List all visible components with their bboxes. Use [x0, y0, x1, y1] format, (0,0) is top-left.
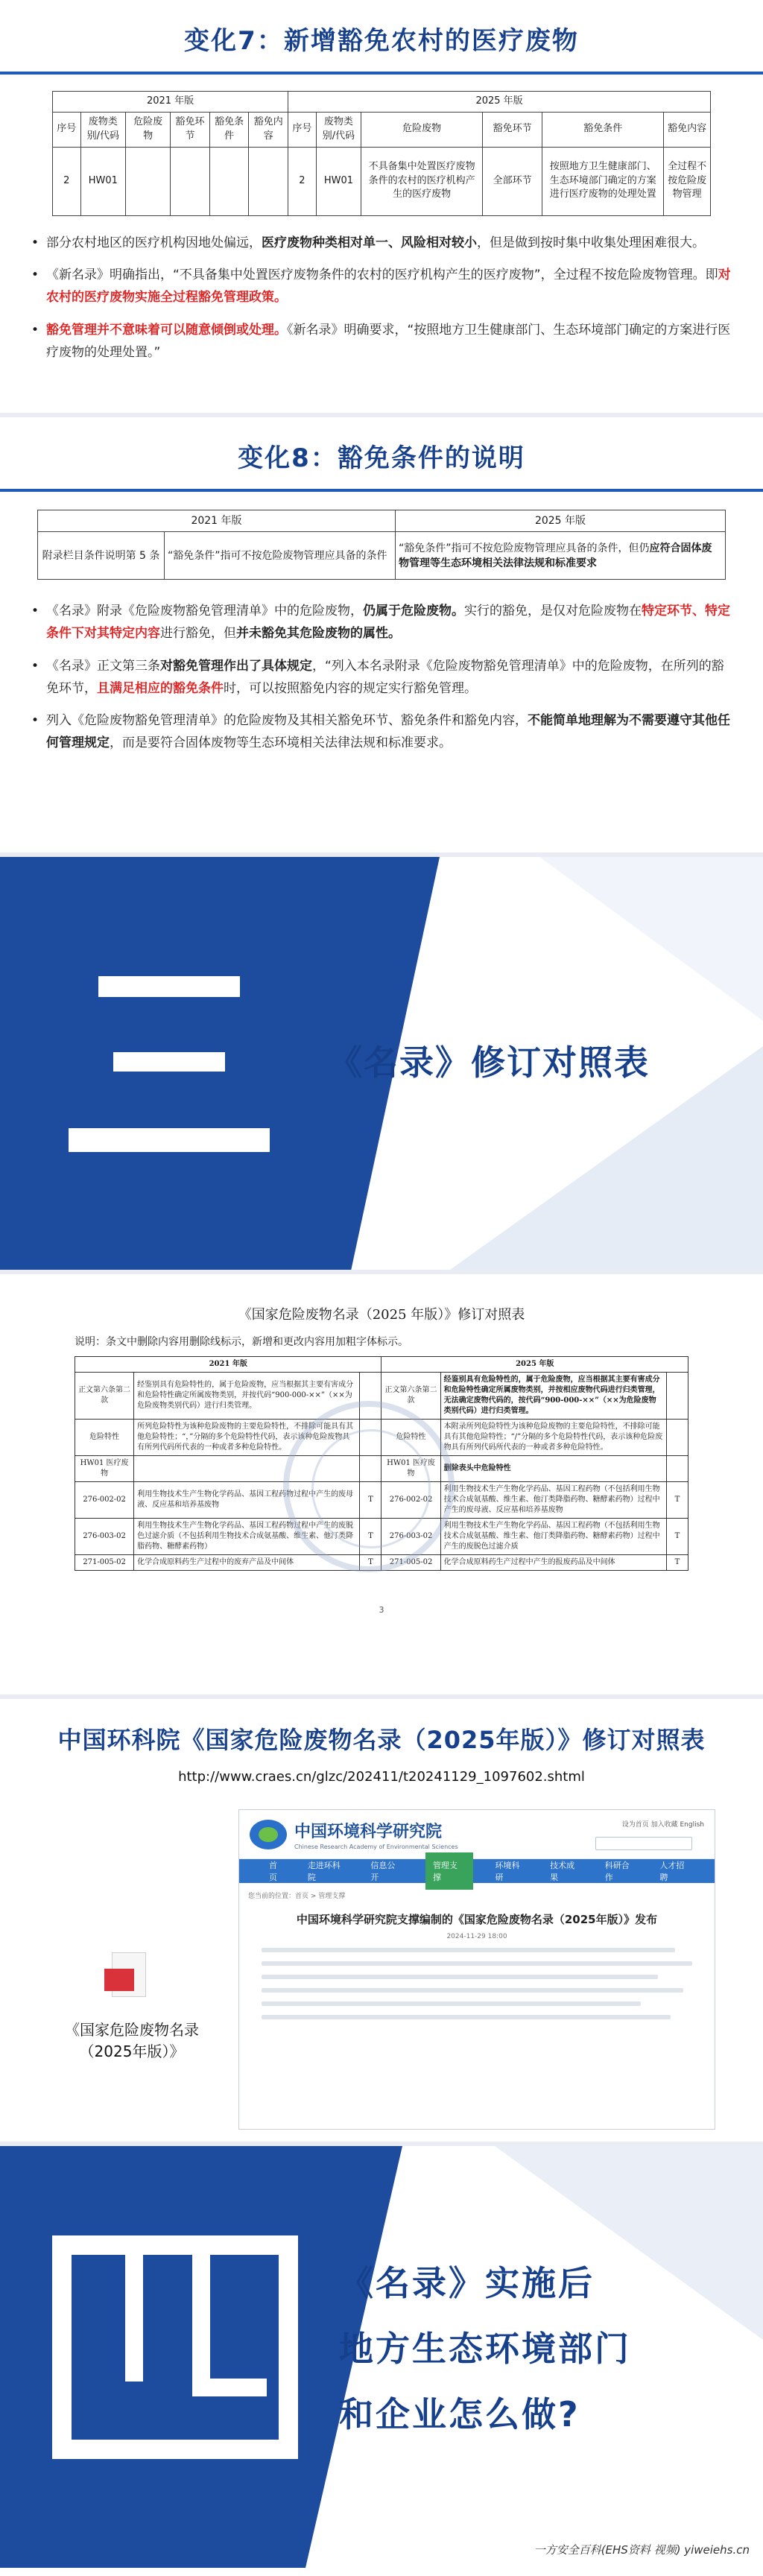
- table-row: 276-003-02 利用生物技术生产生物化学药品、基因工程药物过程中产生的废脱色过滤介质（不包括利用生物技术合成氨基酸、维生素、他汀类降脂药物、糖酵素药物） T 276-003-02 利用生物技术生产生物化学药品、基因工程药物（不包括利用生物技术合成氨基酸、维生素、他汀类降脂药物、糖酵素药物）过程中产生的废脱色过滤介质 T: [75, 1519, 688, 1555]
- table-row: 正文第六条第二款 经鉴别具有危险特性的，属于危险废物，应当根据其主要有害成分和危险特性确定所属废物类别，并按代码“900-000-××”（××为危险废物类别代码）进行归类管理。 正文第六条第二款 经鉴别具有危险特性的，属于危险废物，应当根据其主要有害成分和危险特性确定所属废物类别，并按相应废物代码进行归类管理，无法确定废物代码的，按代码“900-000-××”（××为危险废物类别代码）进行归类管理。: [75, 1373, 688, 1420]
- table-header-row: 序号 废物类别/代码 危险废物 豁免环节 豁免条件 豁免内容 序号 废物类别/代码 危险废物 豁免环节 豁免条件 豁免内容: [53, 112, 711, 147]
- watermark-seal: [283, 1401, 455, 1572]
- nav-item-active[interactable]: 管理支撑: [425, 1852, 473, 1890]
- year-old-header: 2021 年版: [53, 92, 288, 113]
- nav-item[interactable]: 信息公开: [370, 1861, 396, 1882]
- site-logo-icon: [250, 1820, 287, 1849]
- table-row: 2 HW01 2 HW01 不具备集中处置医疗废物条件的农村的医疗机构产生的医疗废物 全部环节 按照地方卫生健康部门、生态环境部门确定的方案进行医疗废物的处理处置 全过程不按危险废物管理: [53, 147, 711, 215]
- table-row: 危险特性 所列危险特性为该种危险废物的主要危险特性，不排除可能具有其他危险特性；“，”分隔的多个危险特性代码，表示该种危险废物具有所列代码所代表的一种或者多种危险特性。 危险特性 本附录所列危险特性为该种危险废物的主要危险特性，不排除可能具有其他危险特性；“/”分隔的多个危险特性代码，表示该种危险废物具有所列代码所代表的一种或者多种危险特性。: [75, 1420, 688, 1456]
- nav-item[interactable]: 人才招聘: [659, 1861, 685, 1882]
- numeral-three-icon: [69, 969, 270, 1162]
- nav-item[interactable]: 环境科研: [495, 1861, 520, 1882]
- numeral-four-icon: [52, 2235, 298, 2459]
- site-header: [239, 1810, 715, 1859]
- website-reference-slide: [0, 1699, 763, 2146]
- site-nav: [239, 1859, 715, 1883]
- article-meta: 2024-11-29 18:00: [446, 1932, 507, 1940]
- site-search-input[interactable]: [595, 1837, 692, 1850]
- pdf-file-icon[interactable]: [104, 1952, 148, 2006]
- bullet-list: [0, 601, 763, 755]
- section-divider-three: [0, 857, 763, 1274]
- nav-item[interactable]: 首页: [269, 1861, 277, 1882]
- table-row: 271-005-02 化学合成原料药生产过程中的废弃产品及中间体 T 271-005-02 化学合成原料药生产过程中产生的报废药品及中间体 T: [75, 1555, 688, 1571]
- bullet-item: • 《名录》附录《危险废物豁免管理清单》中的危险废物，仍属于危险废物。实行的豁免，是仅对危险废物在特定环节、特定条件下对其特定内容进行豁免，但并未豁免其危险废物的属性。: [30, 601, 733, 645]
- comparison-table: [52, 91, 711, 216]
- section-divider-four: [0, 2146, 763, 2568]
- breadcrumb: 您当前的位置：首页 > 管理支撑: [248, 1893, 346, 1900]
- article-title: 中国环境科学研究院支撑编制的《国家危险废物名录（2025年版）》发布: [296, 1913, 658, 1926]
- article-body-placeholder: [239, 1948, 715, 2019]
- file-caption: 《国家危险废物名录（2025年版）》: [65, 2021, 199, 2060]
- year-new-header: 2025 年版: [396, 510, 726, 532]
- footer-watermark-text: 一方安全百科(EHS资料 视频) yiweiehs.cn: [534, 2543, 750, 2557]
- source-url-link[interactable]: http://www.craes.cn/glzc/202411/t20241129_1097602.shtml: [178, 1769, 585, 1785]
- slide-title: 变化7：新增豁免农村的医疗废物: [0, 0, 763, 75]
- year-new-header: 2025 年版: [288, 92, 711, 113]
- bullet-item: • 列入《危险废物豁免管理清单》的危险废物及其相关豁免环节、豁免条件和豁免内容，不能简单地理解为不需要遵守其他任何管理规定，而是要符合固体废物等生态环境相关法律法规和标准要求。: [30, 710, 733, 755]
- bullet-item: • 《新名录》明确指出，“不具备集中处置医疗废物条件的农村的医疗机构产生的医疗废物”，全过程不按危险废物管理。即对农村的医疗废物实施全过程豁免管理政策。: [30, 265, 733, 309]
- slide-title: 变化8：豁免条件的说明: [0, 417, 763, 492]
- table-row: 附录栏目条件说明第 5 条 “豁免条件”指可不按危险废物管理应具备的条件 “豁免条件”指可不按危险废物管理应具备的条件，但仍应符合固体废物管理等生态环境相关法律法规和标准要求: [38, 532, 726, 580]
- site-top-links[interactable]: 设为首页 加入收藏 English: [621, 1821, 704, 1829]
- slide-change-7: [0, 0, 763, 417]
- comparison-table-wrap: [0, 492, 763, 587]
- nav-item[interactable]: 科研合作: [604, 1861, 630, 1882]
- site-name: 中国环境科学研究院: [294, 1822, 443, 1841]
- comparison-table: [37, 510, 726, 580]
- year-old-header: 2021 年版: [38, 510, 396, 532]
- nav-item[interactable]: 走进环科院: [307, 1861, 341, 1882]
- nav-item[interactable]: 技术成果: [550, 1861, 575, 1882]
- document-note: 说明：条文中删除内容用删除线标示，新增和更改内容用加粗字体标示。: [75, 1336, 408, 1348]
- revision-table: 2021 年版 2025 年版 正文第六条第二款 经鉴别具有危险特性的，属于危险废物，应当根据其主要有害成分和危险特性确定所属废物类别，并按代码“900-000-××”（××为危险废物类别代码）进行归类管理。 正文第六条第二款 经鉴别具有危险特性的，属于危险废物，应当根据其主要有害成分和危险特性确定所属废物类别，并按相应废物代码进行归类管理，无法确定废物代码的，按代码“900-000-××”（××为危险废物类别代码）进行归类管理。 危险特性 所列危险特性为该种危险废物的主要危险特性，不排除可能具有其他危险特性；“，”分隔的多个危险特性代码，表示该种危险废物具有所列代码所代表的一种或者多种危险特性。 危险特性 本附录所列危险特性为该种危险废物的主要危险特性，不排除可能具有其他危险特性；“/”分隔的多个危险特性代码，表示该种危险废物具有所列代码所代表的一种或者多种危险特性。 HW01 医疗废物 HW01 医疗废物 删除表头中危险特性 276-002-02 利用生物技术生产生物化学药品、基因工程药物过程中产生的废母液、反应基和培养基废物 T 276-002-02 利用生物技术生产生物化学药品、基因工程药物（不包括利用生物技术合成氨基酸、维生素、他汀类降脂药物、糖酵素药物）过程中产生的废母液、反应基和培养基废物 T 276-003-02 利用生物技术生产生物化学药品、基因工程药物过程中产生的废脱色过滤介质（不包括利用生物技术合成氨基酸、维生素、他汀类降脂药物、糖酵素药物） T 276-003-02 利用生物技术生产生物化学药品、基因工程药物（不包括利用生物技术合成氨基酸、维生素、他汀类降脂药物、糖酵素药物）过程中产生的废脱色过滤介质 T 271-005-02 化学合成原料药生产过程中的废弃产品及中间体 T 271-005-02 化学合成原料药生产过程中产生的报废药品及中间体 T: [75, 1356, 688, 1571]
- site-name-en: Chinese Research Academy of Environmental Sciences: [294, 1843, 458, 1850]
- page-number: 3: [379, 1605, 384, 1615]
- section-title: 《名录》实施后 地方生态环境部门 和企业怎么做?: [339, 2263, 631, 2434]
- bullet-item: • 豁免管理并不意味着可以随意倾倒或处理。《新名录》明确要求，“按照地方卫生健康部门、生态环境部门确定的方案进行医疗废物的处理处置。”: [30, 320, 733, 364]
- bullet-item: • 部分农村地区的医疗机构因地处偏远，医疗废物种类相对单一、风险相对较小，但是做到按时集中收集处理困难很大。: [30, 232, 733, 255]
- table-row: HW01 医疗废物 HW01 医疗废物 删除表头中危险特性: [75, 1456, 688, 1482]
- website-screenshot: [238, 1809, 715, 2130]
- slide-title: 中国环科院《国家危险废物名录（2025年版）》修订对照表: [57, 1726, 706, 1754]
- revision-comparison-document: [0, 1274, 763, 1699]
- table-row: 276-002-02 利用生物技术生产生物化学药品、基因工程药物过程中产生的废母液、反应基和培养基废物 T 276-002-02 利用生物技术生产生物化学药品、基因工程药物（不包括利用生物技术合成氨基酸、维生素、他汀类降脂药物、糖酵素药物）过程中产生的废母液、反应基和培养基废物 T: [75, 1482, 688, 1519]
- bullet-list: [0, 232, 763, 364]
- slide-change-8: [0, 417, 763, 857]
- section-title: 《名录》修订对照表: [328, 1042, 650, 1083]
- bullet-item: • 《名录》正文第三条对豁免管理作出了具体规定，“列入本名录附录《危险废物豁免管理清单》中的危险废物，在所列的豁免环节，且满足相应的豁免条件时，可以按照豁免内容的规定实行豁免管理。: [30, 656, 733, 700]
- document-heading: 《国家危险废物名录（2025 年版）》修订对照表: [238, 1307, 525, 1323]
- comparison-table-wrap: [0, 75, 763, 224]
